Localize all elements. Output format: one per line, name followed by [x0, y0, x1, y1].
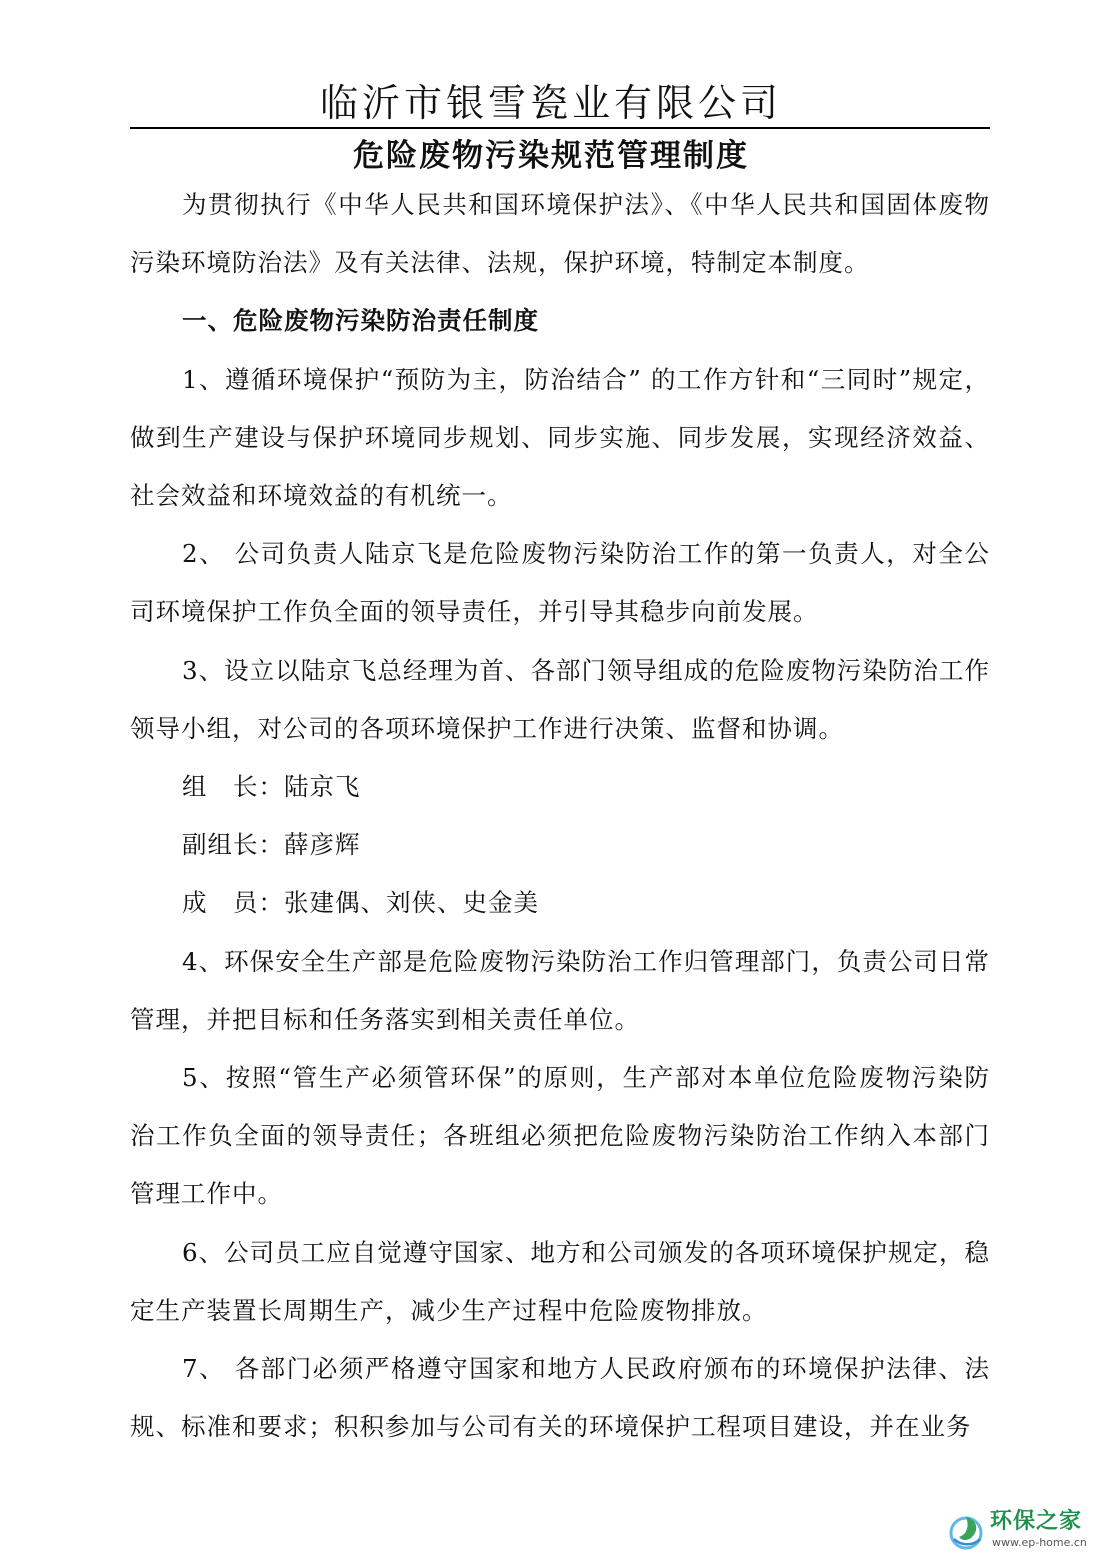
document-body: [130, 176, 990, 1456]
clause-paragraph: 3、设立以陆京飞总经理为首、各部门领导组成的危险废物污染防治工作领导小组，对公司的各项环境保护工作进行决策、监督和协调。: [130, 655, 990, 743]
member-staff: 成 员：张建偶、刘侠、史金美: [182, 888, 539, 918]
watermark-logo: [946, 1509, 1094, 1553]
member-deputy: 副组长：薛彦辉: [182, 830, 361, 860]
leaf-globe-icon: [946, 1511, 986, 1551]
company-header: 临沂市银雪瓷业有限公司: [319, 81, 782, 125]
header-divider: [130, 127, 990, 129]
watermark-name: 环保之家: [990, 1509, 1083, 1534]
clause-paragraph: 5、按照“管生产必须管环保”的原则，生产部对本单位危险废物污染防治工作负全面的领导责任；各班组必须把危险废物污染防治工作纳入本部门管理工作中。: [130, 1063, 990, 1209]
clause-paragraph: 7、 各部门必须严格遵守国家和地方人民政府颁布的环境保护法律、法规、标准和要求；积积参加与公司有关的环境保护工程项目建设，并在业务: [130, 1354, 990, 1442]
section-heading: 一、危险废物污染防治责任制度: [182, 306, 539, 336]
intro-paragraph: 为贯彻执行《中华人民共和国环境保护法》、《中华人民共和国固体废物污染环境防治法》及有关法律、法规，保护环境，特制定本制度。: [130, 190, 990, 278]
member-leader: 组 长：陆京飞: [182, 772, 361, 802]
document-title: 危险废物污染规范管理制度: [353, 138, 749, 174]
clause-paragraph: 2、 公司负责人陆京飞是危险废物污染防治工作的第一负责人，对全公司环境保护工作负全面的领导责任，并引导其稳步向前发展。: [130, 539, 990, 627]
watermark-url: www.ep-home.cn: [992, 1536, 1087, 1549]
clause-paragraph: 4、环保安全生产部是危险废物污染防治工作归管理部门，负责公司日常管理，并把目标和任务落实到相关责任单位。: [130, 946, 990, 1034]
clause-paragraph: 6、公司员工应自觉遵守国家、地方和公司颁发的各项环境保护规定，稳定生产装置长周期生产，减少生产过程中危险废物排放。: [130, 1237, 990, 1325]
clause-paragraph: 1、遵循环境保护“预防为主，防治结合” 的工作方针和“三同时”规定，做到生产建设与保护环境同步规划、同步实施、同步发展，实现经济效益、社会效益和环境效益的有机统一。: [130, 364, 990, 511]
